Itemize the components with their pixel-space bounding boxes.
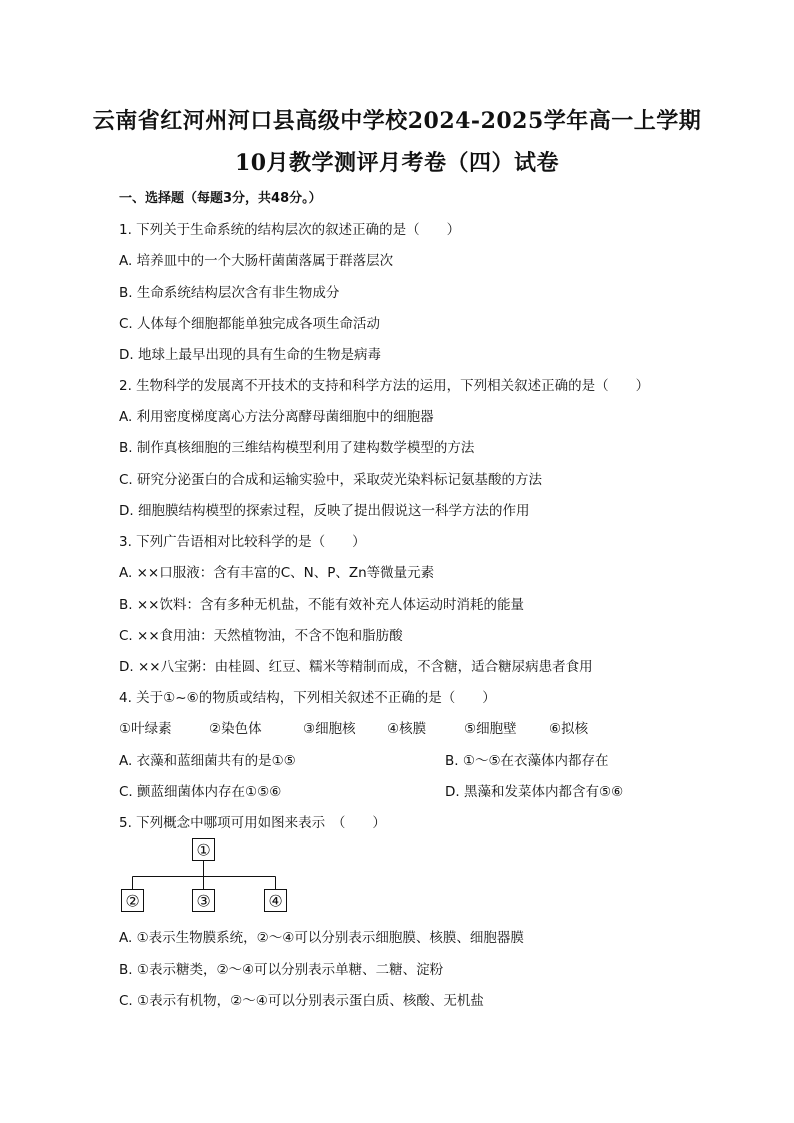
exam-title-line1: 云南省红河州河口县高级中学校2024-2025学年高一上学期 [92, 108, 702, 134]
q4-item: ②染色体 [209, 721, 262, 737]
q5-option-c: C. ①表示有机物，②～④可以分别表示蛋白质、核酸、无机盐 [119, 993, 484, 1009]
section-heading: 一、选择题（每题3分，共48分。） [119, 191, 322, 206]
q2-stem: 2. 生物科学的发展离不开技术的支持和科学方法的运用，下列相关叙述正确的是（ ） [119, 378, 650, 394]
q4-item: ①叶绿素 [119, 721, 172, 737]
q5-option-b: B. ①表示糖类，②～④可以分别表示单糖、二糖、淀粉 [119, 962, 444, 978]
q1-option-d: D. 地球上最早出现的具有生命的生物是病毒 [119, 347, 381, 363]
q1-option-c: C. 人体每个细胞都能单独完成各项生命活动 [119, 316, 381, 332]
q2-option-d: D. 细胞膜结构模型的探索过程，反映了提出假说这一科学方法的作用 [119, 503, 530, 519]
q1-stem: 1. 下列关于生命系统的结构层次的叙述正确的是（ ） [119, 222, 461, 238]
q3-option-d: D. ××八宝粥：由桂圆、红豆、糯米等精制而成，不含糖，适合糖尿病患者食用 [119, 659, 593, 675]
q2-option-b: B. 制作真核细胞的三维结构模型利用了建构数学模型的方法 [119, 440, 475, 456]
diagram-label-left: ② [125, 891, 140, 911]
q4-item: ④核膜 [387, 721, 427, 737]
q4-item: ⑥拟核 [549, 721, 589, 737]
q3-stem: 3. 下列广告语相对比较科学的是（ ） [119, 534, 366, 550]
exam-title-line2: 10月教学测评月考卷（四）试卷 [234, 150, 560, 176]
diagram-label-right: ④ [268, 891, 283, 911]
diagram-label-top: ① [196, 840, 211, 860]
diagram-label-middle: ③ [196, 891, 211, 911]
concept-tree-diagram [119, 836, 299, 916]
q2-option-a: A. 利用密度梯度离心方法分离酵母菌细胞中的细胞器 [119, 409, 434, 425]
q2-option-c: C. 研究分泌蛋白的合成和运输实验中，采取荧光染料标记氨基酸的方法 [119, 472, 543, 488]
q4-item: ③细胞核 [303, 721, 356, 737]
q4-item-list [119, 717, 619, 737]
q4-option-b: B. ①～⑤在衣藻体内都存在 [445, 753, 609, 769]
q1-option-b: B. 生命系统结构层次含有非生物成分 [119, 285, 340, 301]
q4-option-d: D. 黑藻和发菜体内都含有⑤⑥ [445, 784, 624, 800]
q4-stem: 4. 关于①~⑥的物质或结构，下列相关叙述不正确的是（ ） [119, 690, 496, 706]
q4-item: ⑤细胞壁 [464, 721, 517, 737]
q1-option-a: A. 培养皿中的一个大肠杆菌菌落属于群落层次 [119, 253, 394, 269]
q4-option-a: A. 衣藻和蓝细菌共有的是①⑤ [119, 753, 296, 769]
q3-option-b: B. ××饮料：含有多种无机盐，不能有效补充人体运动时消耗的能量 [119, 597, 524, 613]
q3-option-c: C. ××食用油：天然植物油，不含不饱和脂肪酸 [119, 628, 403, 644]
q3-option-a: A. ××口服液：含有丰富的C、N、P、Zn等微量元素 [119, 565, 435, 581]
q4-option-c: C. 颤蓝细菌体内存在①⑤⑥ [119, 784, 282, 800]
q5-option-a: A. ①表示生物膜系统，②～④可以分别表示细胞膜、核膜、细胞器膜 [119, 930, 524, 946]
q5-stem: 5. 下列概念中哪项可用如图来表示 （ ） [119, 815, 386, 831]
